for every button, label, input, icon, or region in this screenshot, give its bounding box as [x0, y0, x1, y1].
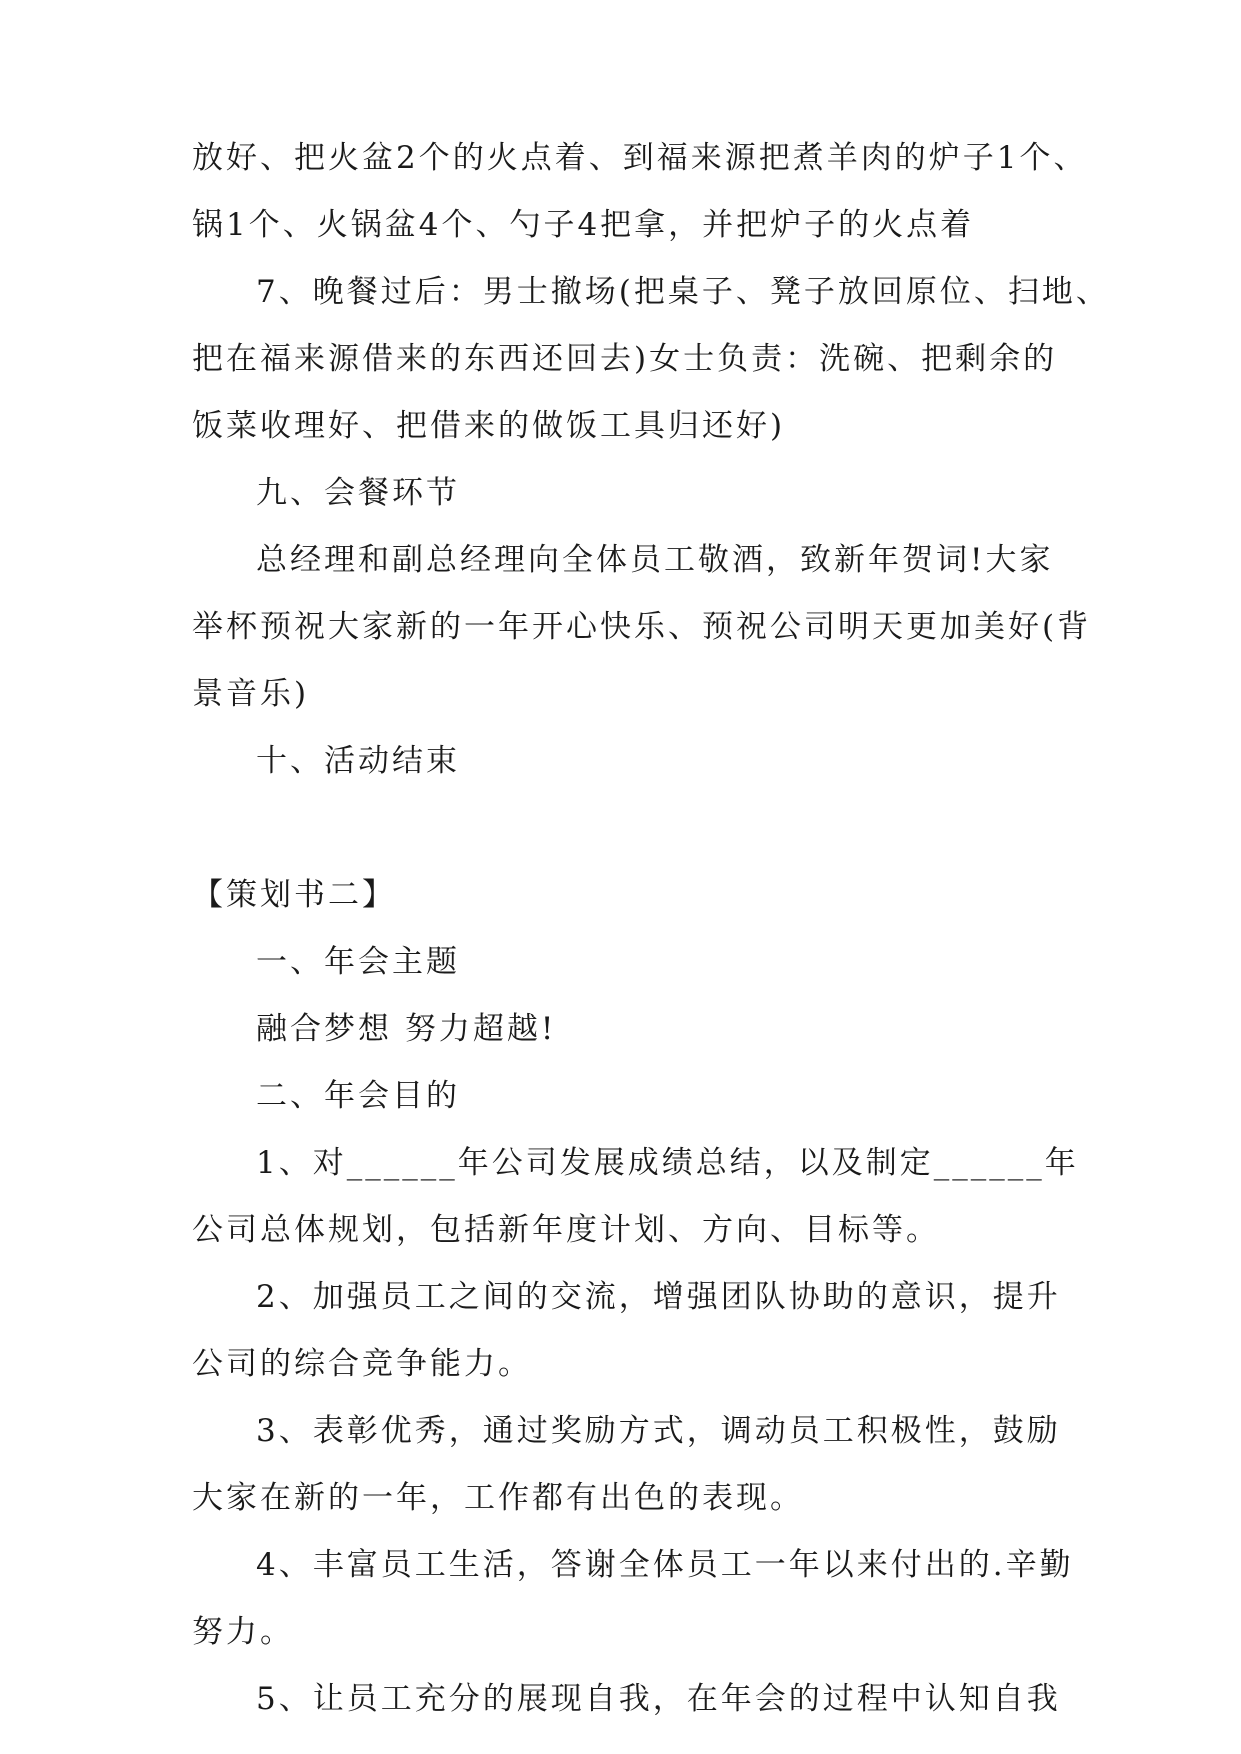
section-heading: 十、活动结束 — [256, 743, 460, 779]
text-line: 2、加强员工之间的交流，增强团队协助的意识，提升 — [256, 1279, 1061, 1315]
text-line: 5、让员工充分的展现自我，在年会的过程中认知自我 — [256, 1681, 1061, 1717]
text-line: 7、晚餐过后：男士撤场(把桌子、凳子放回原位、扫地、 — [256, 274, 1110, 310]
text-line: 锅1个、火锅盆4个、勺子4把拿，并把炉子的火点着 — [192, 207, 975, 243]
text-line: 努力。 — [192, 1614, 294, 1650]
section-heading: 一、年会主题 — [256, 944, 460, 980]
document-title: 【策划书二】 — [192, 877, 396, 913]
text-line: 把在福来源借来的东西还回去)女士负责：洗碗、把剩余的 — [192, 341, 1058, 377]
text-line: 4、丰富员工生活，答谢全体员工一年以来付出的.辛勤 — [256, 1547, 1074, 1583]
text-line: 公司的综合竞争能力。 — [192, 1346, 532, 1382]
text-line: 大家在新的一年，工作都有出色的表现。 — [192, 1480, 804, 1516]
text-line: 1、对______年公司发展成绩总结，以及制定______年 — [256, 1145, 1079, 1181]
text-line: 公司总体规划，包括新年度计划、方向、目标等。 — [192, 1212, 940, 1248]
text-line: 3、表彰优秀，通过奖励方式，调动员工积极性，鼓励 — [256, 1413, 1061, 1449]
section-heading: 九、会餐环节 — [256, 475, 460, 511]
text-line: 饭菜收理好、把借来的做饭工具归还好) — [192, 408, 786, 444]
text-line: 放好、把火盆2个的火点着、到福来源把煮羊肉的炉子1个、 — [192, 140, 1088, 176]
text-line: 总经理和副总经理向全体员工敬酒，致新年贺词!大家 — [256, 542, 1054, 578]
section-heading: 二、年会目的 — [256, 1078, 460, 1114]
text-line: 举杯预祝大家新的一年开心快乐、预祝公司明天更加美好(背 — [192, 609, 1092, 645]
text-line: 融合梦想 努力超越! — [256, 1011, 557, 1047]
text-line: 景音乐) — [192, 676, 310, 712]
